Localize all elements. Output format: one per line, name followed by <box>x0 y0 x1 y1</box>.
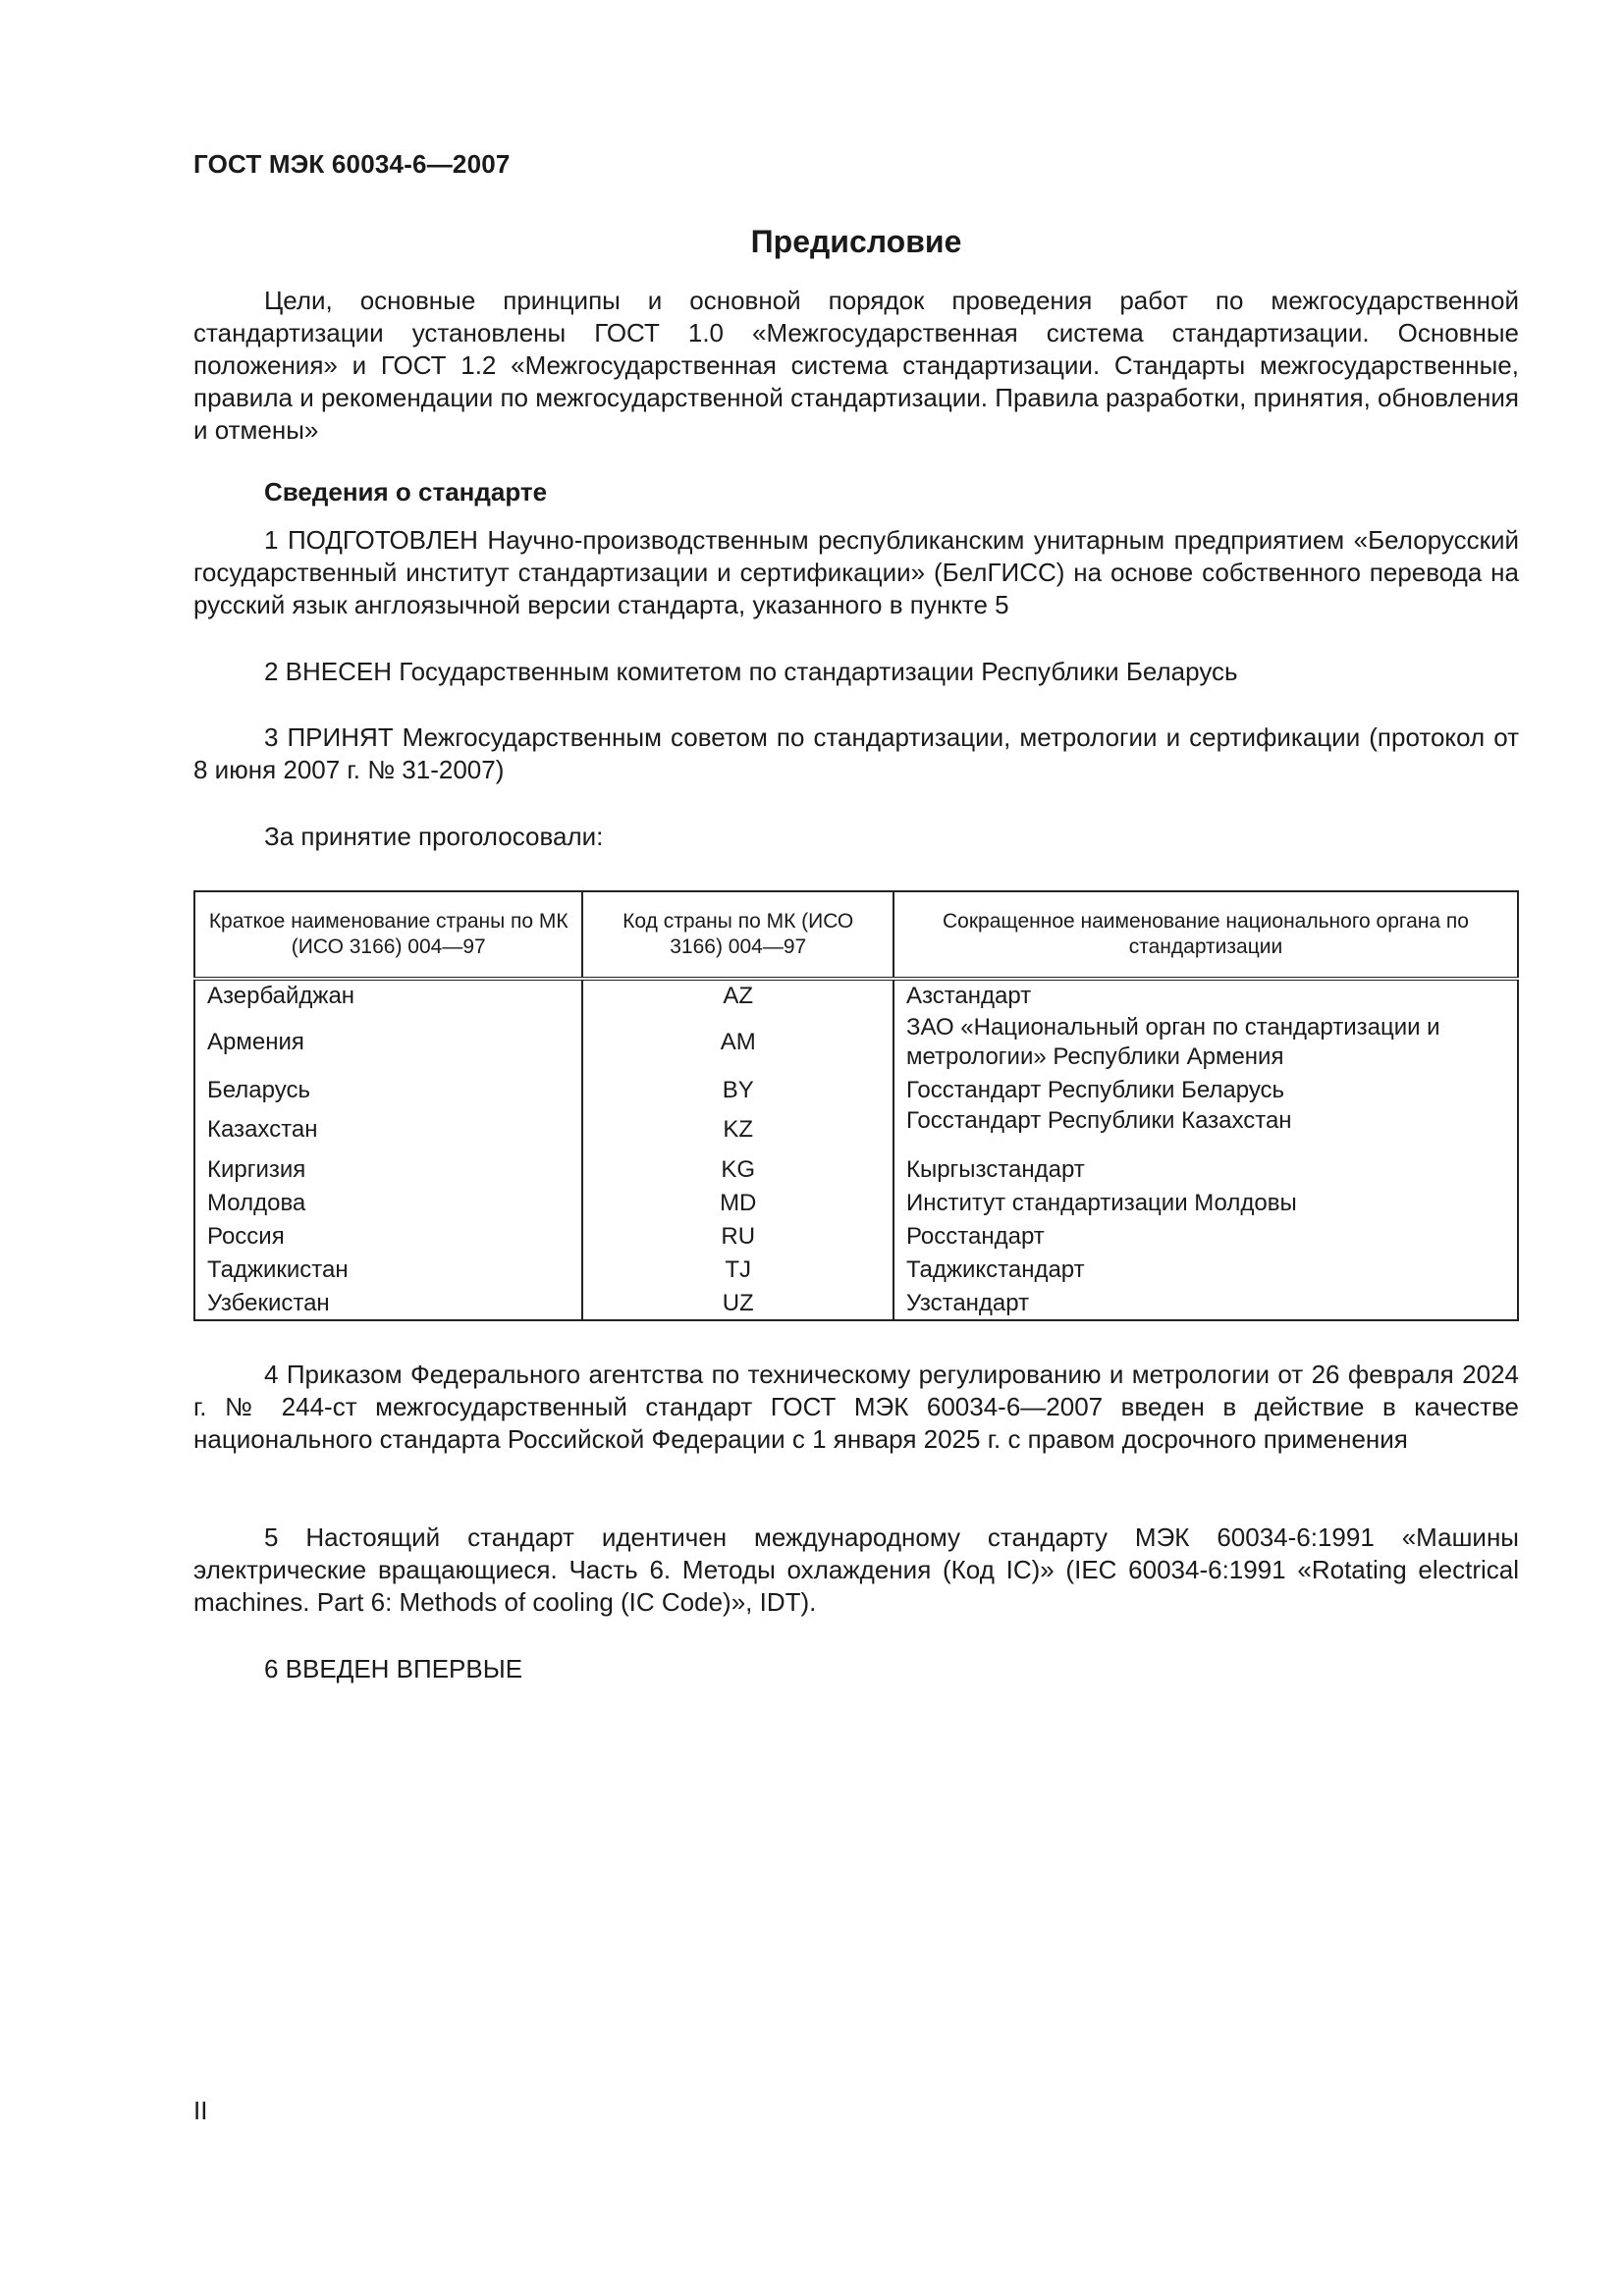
cell-country: Киргизия <box>194 1153 582 1187</box>
table-row <box>194 1011 1518 1074</box>
cell-org: ЗАО «Национальный орган по стандартизации и метрологии» Республики Армения <box>893 1011 1518 1074</box>
table-row <box>194 1074 1518 1106</box>
item-6-paragraph: 6 ВВЕДЕН ВПЕРВЫЕ <box>264 1654 523 1683</box>
cell-org: Госстандарт Республики Беларусь <box>893 1074 1518 1106</box>
vote-intro: За принятие проголосовали: <box>264 822 604 851</box>
table-row <box>194 1106 1518 1153</box>
cell-org: Таджикстандарт <box>893 1254 1518 1287</box>
cell-code: KZ <box>582 1106 893 1153</box>
header-code: Код страны по МК (ИСО 3166) 004—97 <box>582 891 893 979</box>
cell-code: AM <box>582 1011 893 1074</box>
cell-code: UZ <box>582 1287 893 1320</box>
cell-org: Узстандарт <box>893 1287 1518 1320</box>
table-row <box>194 1254 1518 1287</box>
page-title: Предисловие <box>750 224 962 259</box>
table-header-row <box>194 891 1518 979</box>
intro-paragraph: Цели, основные принципы и основной порядок проведения работ по межгосударственной стандартизации установлены ГОСТ 1.0 «Межгосударственная система стандартизации. Основные положения» и ГОСТ 1.2 «Межгосударственная система стандартизации. Стандарты межгосударственные, правила и рекомендации по межгосударственной стандартизации. Правила разработки, принятия, обновления и отмены» <box>193 286 1519 445</box>
cell-code: TJ <box>582 1254 893 1287</box>
cell-country: Армения <box>194 1011 582 1074</box>
cell-code: BY <box>582 1074 893 1106</box>
header-country: Краткое наименование страны по МК (ИСО 3166) 004—97 <box>194 891 582 979</box>
cell-org: Росстандарт <box>893 1220 1518 1254</box>
cell-org: Институт стандартизации Молдовы <box>893 1187 1518 1220</box>
cell-code: MD <box>582 1187 893 1220</box>
document-code: ГОСТ МЭК 60034-6—2007 <box>193 149 511 179</box>
voting-table <box>193 890 1519 1321</box>
table-row <box>194 1220 1518 1254</box>
cell-org: Азстандарт <box>893 979 1518 1011</box>
table-row <box>194 1287 1518 1320</box>
cell-country: Узбекистан <box>194 1287 582 1320</box>
cell-country: Россия <box>194 1220 582 1254</box>
table-row <box>194 1187 1518 1220</box>
cell-country: Беларусь <box>194 1074 582 1106</box>
cell-country: Казахстан <box>194 1106 582 1153</box>
cell-org: Госстандарт Республики Казахстан <box>893 1106 1518 1153</box>
cell-code: AZ <box>582 979 893 1011</box>
cell-country: Молдова <box>194 1187 582 1220</box>
cell-country: Таджикистан <box>194 1254 582 1287</box>
item-4-paragraph: 4 Приказом Федерального агентства по техническому регулированию и метрологии от 26 февраля 2024 г. № 244-ст межгосударственный стандарт ГОСТ МЭК 60034-6—2007 введен в действие в качестве национального стандарта Российской Федерации с 1 января 2025 г. с правом досрочного применения <box>193 1360 1519 1454</box>
page-number: II <box>193 2096 208 2125</box>
header-org: Сокращенное наименование национального органа по стандартизации <box>893 891 1518 979</box>
table-row <box>194 1153 1518 1187</box>
cell-org: Кыргызстандарт <box>893 1153 1518 1187</box>
cell-code: KG <box>582 1153 893 1187</box>
item-1-paragraph: 1 ПОДГОТОВЛЕН Научно-производственным республиканским унитарным предприятием «Белорусский государственный институт стандартизации и сертификации» (БелГИСС) на основе собственного перевода на русский язык англоязычной версии стандарта, указанного в пункте 5 <box>193 525 1519 619</box>
item-2-paragraph: 2 ВНЕСЕН Государственным комитетом по стандартизации Республики Беларусь <box>264 657 1238 686</box>
table-row <box>194 979 1518 1011</box>
cell-code: RU <box>582 1220 893 1254</box>
item-3-paragraph: 3 ПРИНЯТ Межгосударственным советом по стандартизации, метрологии и сертификации (протокол от 8 июня 2007 г. № 31-2007) <box>193 722 1519 784</box>
cell-country: Азербайджан <box>194 979 582 1011</box>
item-5-paragraph: 5 Настоящий стандарт идентичен международному стандарту МЭК 60034-6:1991 «Машины электрические вращающиеся. Часть 6. Методы охлаждения (Код IC)» (IEC 60034-6:1991 «Rotating electrical machines. Part 6: Methods of cooling (IC Code)», IDT). <box>193 1522 1519 1617</box>
section-subheading: Сведения о стандарте <box>264 477 548 507</box>
